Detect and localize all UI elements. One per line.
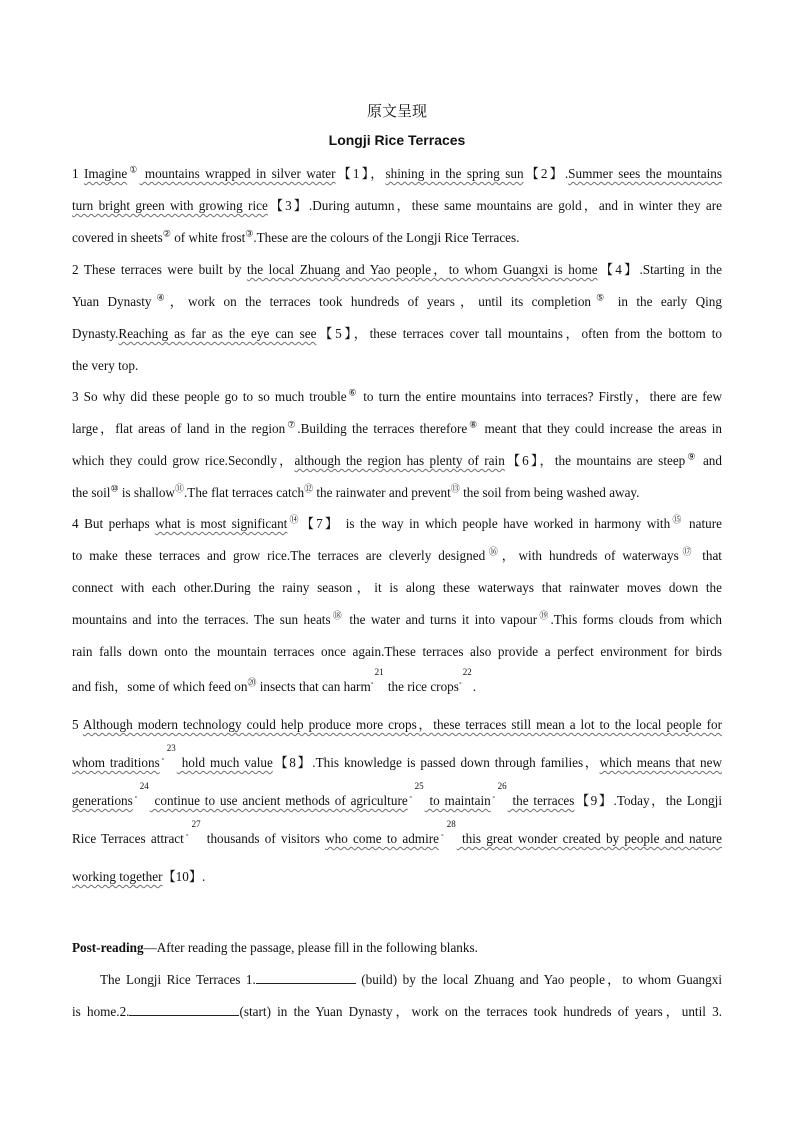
p4-line-1: 4 But perhaps what is most significant⑭【7】 is the way in which people have worked in harmony with⑮ nature [72,514,722,531]
p3-line-3: which they could grow rice.Secondly，although the region has plenty of rain【6】，the mountains are steep⑨ and [72,451,722,468]
p1-line-3: covered in sheets② of white frost③.These are the colours of the Longji Rice Terraces. [72,228,520,245]
post-line-2: is home.2. (start) in the Yuan Dynasty，work on the terraces took hundreds of years，until 3. [72,996,722,1028]
p4-line-5: rain falls down onto the mountain terraces once again.These terraces also provide a perfect environment for birds [72,644,722,659]
paragraph-1 [72,158,722,254]
p1-line-2: turn bright green with growing rice【3】.During autumn，these same mountains are gold，and in winter they are [72,198,722,213]
p2-line-1: 2 These terraces were built by the local Zhuang and Yao people，to whom Guangxi is home【4】.Starting in the [72,262,722,277]
p2-line-3: Dynasty.Reaching as far as the eye can see【5】，these terraces cover tall mountains，often from the bottom to [72,326,722,341]
p4-line-4: mountains and into the terraces. The sun heats⑱ the water and turns it into vapour⑲.This forms clouds from which [72,610,722,627]
blank-1[interactable] [256,969,356,984]
p5-line-1: 5 Although modern technology could help produce more crops，these terraces still mean a lot to the local people for [72,717,722,732]
post-reading-section [72,932,722,1028]
p5-line-5: working together【10】. [72,869,206,884]
p4-line-3: connect with each other.During the rainy season，it is along these waterways that rainwater moves down the [72,580,722,595]
p3-line-2: large，flat areas of land in the region⑦.Building the terraces therefore⑧ meant that they could increase the areas in [72,419,722,436]
post-reading-heading: Post-reading—After reading the passage, please fill in the following blanks. [72,940,478,955]
p4-line-2: to make these terraces and grow rice.The terraces are cleverly designed⑯，with hundreds of waterways⑰ that [72,546,722,563]
paragraph-5 [72,706,722,896]
paragraph-3 [72,381,722,509]
p2-line-2: Yuan Dynasty④，work on the terraces took hundreds of years，until its completion⑤ in the early Qing [72,292,722,309]
post-line-1: The Longji Rice Terraces 1. (build) by the local Zhuang and Yao people，to whom Guangxi [72,964,722,996]
title-chinese: 原文呈现 [366,102,427,120]
p5-line-4: Rice Terraces attract$^{◦27}$ thousands of visitors who come to admire$^{◦28}$ this great wonder created by people and nature [72,819,723,846]
p3-line-4: the soil⑩ is shallow⑪.The flat terraces catch⑫ the rainwater and prevent⑬ the soil from being washed away. [72,483,640,500]
blank-2[interactable] [129,1001,239,1016]
p4-line-6: and fish，some of which feed on⑳ insects that can harm$^{◦21}$ the rice crops$^{◦22}$. [72,667,477,694]
post-reading-label: Post-reading [72,940,144,955]
paragraph-2 [72,254,722,382]
p5-line-2: whom traditions$^{◦23}$ hold much value【8】.This knowledge is passed down through families，which means that new [72,743,722,770]
p3-line-1: 3 So why did these people go to so much trouble⑥ to turn the entire mountains into terraces? Firstly，there are few [72,387,722,404]
title-english: Longji Rice Terraces [328,132,466,148]
p1-line-1: 1 Imagine① mountains wrapped in silver water【1】，shining in the spring sun【2】.Summer sees the mountains [72,164,723,181]
p2-line-4: the very top. [72,358,139,373]
paragraph-4 [72,508,722,706]
p5-line-3: generations$^{◦24}$ continue to use ancient methods of agriculture$^{◦25}$ to maintain$^{◦26}$ the terraces【9】.Today，the Longji [72,781,722,808]
